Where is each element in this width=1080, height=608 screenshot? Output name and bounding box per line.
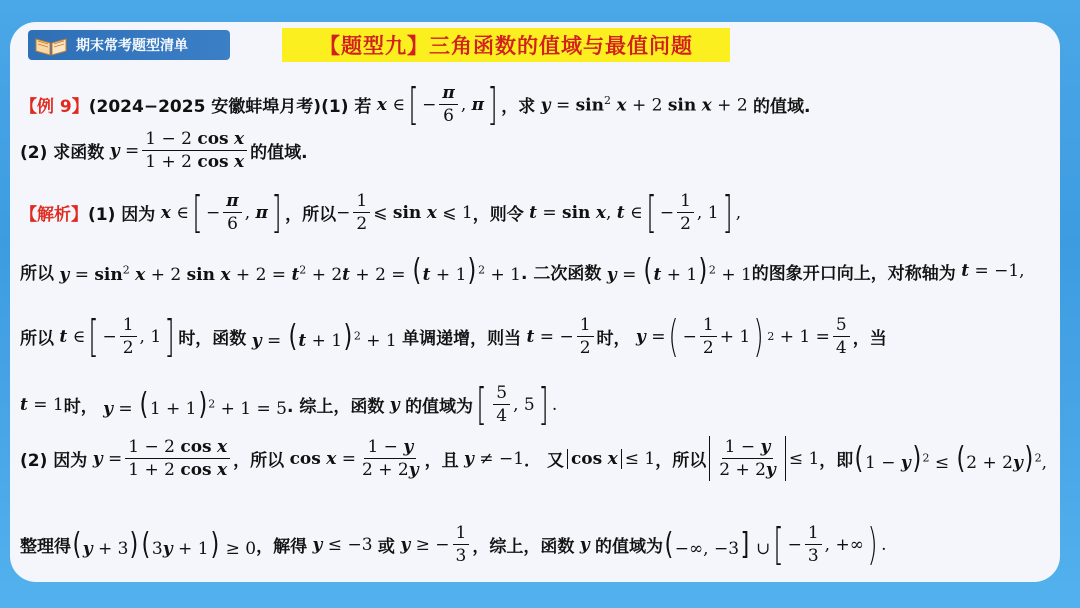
- category-badge: [28, 30, 230, 60]
- analysis-line-2: 所以 $y = \sin^2 x + 2$ $\sin x + 2 = t^2 + 2t + 2 = (t + 1)^2 + 1$ . 二次函数 $y = (t + 1)^2 + 1$ 的图象开口向上，对称轴为 t = −1,: [20, 253, 1025, 288]
- analysis-line-5: (2) 因为 y = $\frac{\text{1 − 2 cos x}}{\text{1 + 2 cos x}}$ ，所以 cos x = $\frac{1 - y}{2 + 2y}$ ，且 y ≠ −1 ． 又 cos x ≤ 1 ，所以 $\frac{1 - y}{2 + 2y}$ ≤ 1 ，即 $(1 - y)^2 \le (2 + 2y)^2$,: [20, 437, 1047, 480]
- page-title: 【题型九】三角函数的值域与最值问题: [282, 28, 730, 62]
- example-line-1: 【例 9】 (2024−2025 安徽蚌埠月考) (1) 若 x ∈ [ − $\frac{\pi}{6}$ , π ] ，求 $y = \sin^2 x + 2$ sin x + 2 的值域.: [20, 78, 811, 130]
- analysis-line-1: 【解析】 (1) 因为 x ∈ [ − $\frac{\pi}{6}$ , π ] ，所以 − $\frac{1}{2}$ ⩽ sin x ⩽ 1 ，则令 t = sin x, t ∈ [ − $\frac{1}{2}$ , 1 ] ,: [20, 186, 742, 238]
- analysis-line-3: 所以 t ∈ [ − $\frac{1}{2}$ , 1 ] 时，函数 $y = (t + 1)^2 + 1$ 单调递增，则当 t = − $\frac{1}{2}$ 时， y = ( − $\frac{1}{2}$ + 1 ) 2 + 1 = $\frac{5}{4}$ ，当: [20, 310, 887, 362]
- book-icon: [34, 33, 68, 57]
- example-line-2: (2) 求函数 y = $\frac{\text{1 − 2 cos x}}{\text{1 + 2 cos x}}$ 的值域.: [20, 129, 308, 172]
- analysis-tag: 【解析】: [20, 205, 88, 225]
- analysis-line-6: 整理得 (y + 3)(3y + 1) ≥ 0 ，解得 y ≤ −3 或 y ≥ − $\frac{1}{3}$ ，综上，函数 y 的值域为 (−∞, −3] ∪ [ − $\frac{1}{3}$ , +∞ ) .: [20, 518, 887, 570]
- analysis-line-4: t = 1 时， $y = (1 + 1)^2 + 1 = 5$ . 综上，函数 y 的值域为 [ $\frac{5}{4}$ , 5 ] .: [20, 378, 558, 430]
- badge-label: 期末常考题型清单: [76, 38, 188, 54]
- example-source: (2024−2025 安徽蚌埠月考): [88, 97, 322, 117]
- example-tag: 【例 9】: [20, 97, 89, 117]
